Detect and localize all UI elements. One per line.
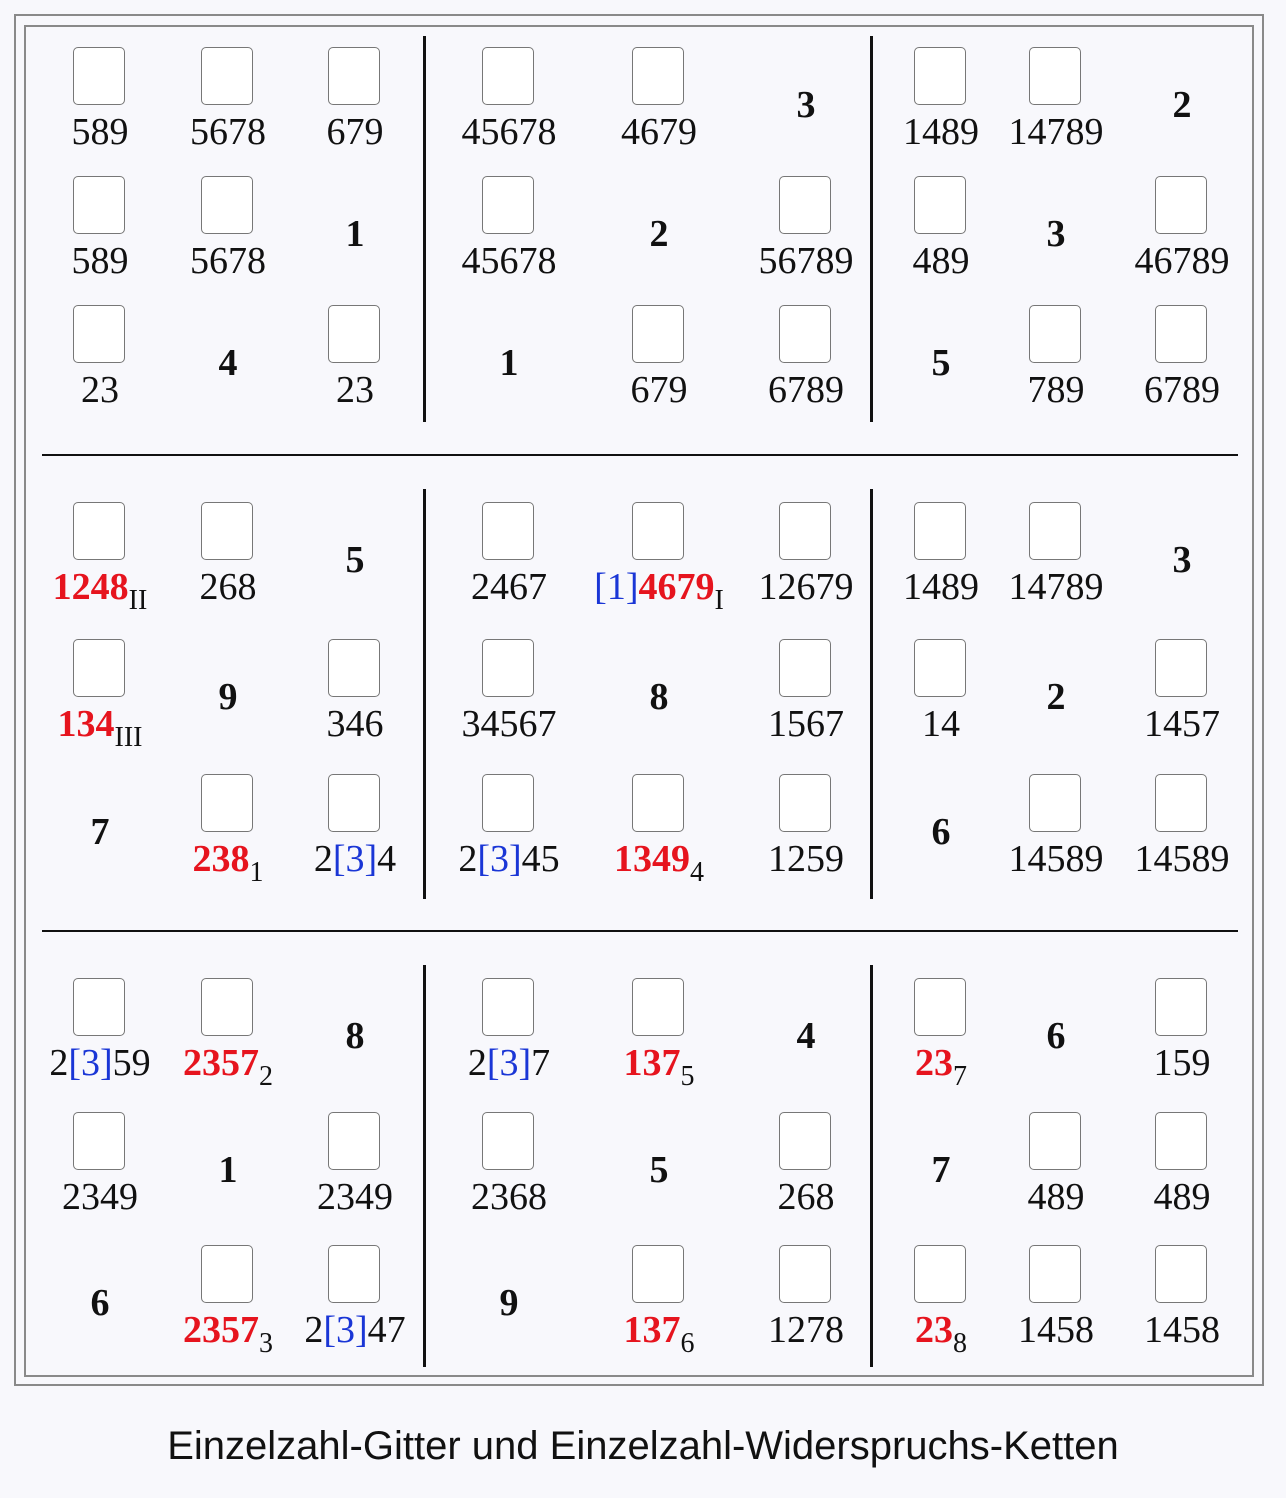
candidate-list (1154, 1178, 1211, 1216)
cell-checkbox[interactable] (328, 47, 380, 105)
chain-candidates: 137 (623, 1042, 681, 1084)
given-digit: 6 (931, 811, 951, 853)
given-digit: 8 (649, 676, 669, 718)
candidate-list (631, 371, 688, 409)
chain-candidates: 23 (915, 1309, 953, 1351)
candidate-list (1009, 113, 1104, 151)
candidate-list (458, 840, 559, 878)
eliminated-candidate: [3] (332, 838, 378, 880)
candidate-digits: 6789 (768, 369, 844, 411)
candidate-digits: 4679 (621, 111, 697, 153)
cell-checkbox[interactable] (73, 305, 125, 363)
given-digit: 4 (796, 1015, 816, 1057)
candidate-digits: 346 (326, 703, 384, 745)
candidate-list (1154, 1044, 1211, 1082)
candidate-list (462, 242, 557, 280)
cell-checkbox[interactable] (1155, 176, 1207, 234)
candidate-list (1009, 568, 1104, 606)
cell-checkbox[interactable] (482, 639, 534, 697)
given-digit: 7 (90, 811, 110, 853)
candidate-list (471, 568, 547, 606)
cell-checkbox[interactable] (73, 1112, 125, 1170)
cell-checkbox[interactable] (632, 47, 684, 105)
candidate-list (200, 568, 257, 606)
candidate-digits: 14789 (1008, 111, 1104, 153)
candidate-list (81, 371, 119, 409)
cell-checkbox[interactable] (1155, 978, 1207, 1036)
given-digit: 2 (649, 213, 669, 255)
cell-checkbox[interactable] (73, 639, 125, 697)
given-digit: 2 (1046, 676, 1066, 718)
chain-step-index: 1 (249, 857, 264, 888)
candidate-digits: 1489 (903, 566, 979, 608)
candidate-digits: 1259 (768, 838, 844, 880)
candidate-digits: 1567 (768, 703, 844, 745)
cell-checkbox[interactable] (73, 978, 125, 1036)
candidate-list (49, 1044, 150, 1082)
chain-step-index: 6 (680, 1328, 695, 1359)
cell-checkbox[interactable] (1029, 1112, 1081, 1170)
cell-checkbox[interactable] (1155, 774, 1207, 832)
candidate-list (1028, 371, 1085, 409)
cell-checkbox[interactable] (328, 1245, 380, 1303)
candidate-digits: 159 (1153, 1042, 1211, 1084)
cell-checkbox[interactable] (632, 1245, 684, 1303)
stack-separator (423, 36, 426, 422)
cell-checkbox[interactable] (1029, 47, 1081, 105)
cell-checkbox[interactable] (328, 1112, 380, 1170)
candidate-digits: 45 (521, 838, 560, 880)
eliminated-candidate: [1] (594, 566, 639, 608)
cell-checkbox[interactable] (779, 1245, 831, 1303)
eliminated-candidate: [3] (68, 1042, 113, 1084)
given-digit: 9 (218, 676, 238, 718)
candidate-list (1144, 1311, 1220, 1349)
candidate-list (759, 242, 854, 280)
chain-candidates: 2357 (183, 1309, 259, 1351)
stack-separator (870, 489, 873, 899)
stack-separator (423, 965, 426, 1367)
cell-checkbox[interactable] (1155, 1245, 1207, 1303)
candidate-digits: 268 (777, 1176, 835, 1218)
cell-checkbox[interactable] (632, 305, 684, 363)
candidate-digits: 789 (1027, 369, 1085, 411)
given-digit: 1 (499, 342, 519, 384)
candidate-digits: 268 (199, 566, 257, 608)
cell-checkbox[interactable] (201, 176, 253, 234)
cell-checkbox[interactable] (73, 176, 125, 234)
candidate-list (1018, 1311, 1094, 1349)
eliminated-candidate: [3] (323, 1309, 368, 1351)
candidate-list (1135, 840, 1230, 878)
cell-checkbox[interactable] (201, 502, 253, 560)
candidate-digits: 23 (336, 369, 374, 411)
chain-step-index: 5 (680, 1061, 695, 1092)
candidate-list (621, 113, 697, 151)
cell-checkbox[interactable] (201, 47, 253, 105)
cell-checkbox[interactable] (1029, 305, 1081, 363)
band-separator (42, 930, 1238, 932)
chain-step-index: 8 (953, 1328, 967, 1359)
candidate-digits: 7 (531, 1042, 551, 1084)
cell-checkbox[interactable] (779, 639, 831, 697)
candidate-list (62, 1178, 138, 1216)
candidate-list (915, 1042, 967, 1092)
chain-step-index: 7 (953, 1061, 967, 1092)
cell-checkbox[interactable] (482, 774, 534, 832)
candidate-list (759, 568, 854, 606)
given-digit: 6 (1046, 1015, 1066, 1057)
given-digit: 6 (90, 1282, 110, 1324)
candidate-list (192, 838, 264, 888)
candidate-list (915, 1309, 967, 1359)
cell-checkbox[interactable] (328, 305, 380, 363)
chain-step-index: 4 (690, 857, 704, 888)
stack-separator (870, 965, 873, 1367)
cell-checkbox[interactable] (1155, 305, 1207, 363)
candidate-digits: 14789 (1008, 566, 1104, 608)
candidate-list (768, 1311, 844, 1349)
candidate-list (778, 1178, 835, 1216)
candidate-list (471, 1178, 547, 1216)
eliminated-candidate: [3] (486, 1042, 532, 1084)
candidate-list (1028, 1178, 1085, 1216)
cell-checkbox[interactable] (328, 639, 380, 697)
candidate-list (314, 840, 396, 878)
cell-checkbox[interactable] (482, 1112, 534, 1170)
chain-step-index: III (114, 722, 143, 753)
candidate-digits: 45678 (461, 111, 557, 153)
candidate-digits: 1458 (1018, 1309, 1094, 1351)
cell-checkbox[interactable] (201, 978, 253, 1036)
candidate-digits: 2 (458, 838, 478, 880)
candidate-list (903, 568, 979, 606)
cell-checkbox[interactable] (914, 978, 966, 1036)
candidate-digits: 2 (467, 1042, 487, 1084)
cell-checkbox[interactable] (779, 1112, 831, 1170)
candidate-digits: 14 (922, 703, 960, 745)
candidate-list (1144, 371, 1220, 409)
candidate-digits: 489 (1153, 1176, 1211, 1218)
chain-candidates: 23 (915, 1042, 953, 1084)
candidate-digits: 589 (71, 111, 129, 153)
candidate-digits: 34567 (461, 703, 557, 745)
cell-checkbox[interactable] (482, 47, 534, 105)
candidate-digits: 2467 (471, 566, 547, 608)
cell-checkbox[interactable] (482, 978, 534, 1036)
chain-step-index: 3 (259, 1328, 273, 1359)
candidate-digits: 12679 (758, 566, 854, 608)
stack-separator (423, 489, 426, 899)
cell-checkbox[interactable] (201, 774, 253, 832)
given-digit: 8 (345, 1015, 365, 1057)
candidate-digits: 2368 (471, 1176, 547, 1218)
candidate-list (462, 113, 557, 151)
chain-candidates: 4679 (638, 566, 715, 608)
given-digit: 5 (649, 1149, 669, 1191)
candidate-digits: 1458 (1144, 1309, 1220, 1351)
candidate-digits: 14589 (1134, 838, 1230, 880)
candidate-list (183, 1042, 273, 1092)
candidate-list (1009, 840, 1104, 878)
candidate-list (468, 1044, 550, 1082)
candidate-list (1135, 242, 1230, 280)
candidate-digits: 2 (313, 838, 333, 880)
candidate-list (768, 371, 844, 409)
candidate-list (768, 705, 844, 743)
candidate-list (317, 1178, 393, 1216)
candidate-digits: 23 (81, 369, 119, 411)
candidate-list (304, 1311, 405, 1349)
eliminated-candidate: [3] (477, 838, 522, 880)
given-digit: 5 (931, 342, 951, 384)
cell-checkbox[interactable] (1029, 1245, 1081, 1303)
chain-step-index: I (714, 585, 724, 616)
candidate-digits: 5678 (190, 111, 266, 153)
chain-candidates: 134 (57, 703, 115, 745)
candidate-digits: 14589 (1008, 838, 1104, 880)
candidate-digits: 56789 (758, 240, 854, 282)
cell-checkbox[interactable] (328, 774, 380, 832)
cell-checkbox[interactable] (1155, 1112, 1207, 1170)
caption: Einzelzahl-Gitter und Einzelzahl-Widerspruchs-Ketten (167, 1424, 1119, 1468)
candidate-list (768, 840, 844, 878)
cell-checkbox[interactable] (779, 176, 831, 234)
candidate-digits: 1278 (768, 1309, 844, 1351)
cell-checkbox[interactable] (482, 176, 534, 234)
candidate-list (327, 113, 384, 151)
cell-checkbox[interactable] (914, 1245, 966, 1303)
cell-checkbox[interactable] (201, 1245, 253, 1303)
candidate-list (183, 1309, 273, 1359)
cell-checkbox[interactable] (914, 639, 966, 697)
candidate-list (614, 838, 704, 888)
cell-checkbox[interactable] (73, 47, 125, 105)
cell-checkbox[interactable] (632, 978, 684, 1036)
cell-checkbox[interactable] (914, 176, 966, 234)
cell-checkbox[interactable] (779, 502, 831, 560)
candidate-list (922, 705, 960, 743)
candidate-digits: 1489 (903, 111, 979, 153)
candidate-digits: 679 (630, 369, 688, 411)
candidate-digits: 589 (71, 240, 129, 282)
given-digit: 4 (218, 342, 238, 384)
cell-checkbox[interactable] (632, 502, 684, 560)
candidate-list (594, 566, 724, 616)
candidate-digits: 6789 (1144, 369, 1220, 411)
given-digit: 3 (1046, 213, 1066, 255)
chain-candidates: 137 (623, 1309, 681, 1351)
candidate-list (623, 1309, 695, 1359)
candidate-digits: 46789 (1134, 240, 1230, 282)
candidate-digits: 1457 (1144, 703, 1220, 745)
chain-candidates: 238 (192, 838, 250, 880)
given-digit: 2 (1172, 84, 1192, 126)
cell-checkbox[interactable] (914, 502, 966, 560)
cell-checkbox[interactable] (73, 502, 125, 560)
cell-checkbox[interactable] (779, 774, 831, 832)
candidate-list (52, 566, 148, 616)
chain-candidates: 1349 (614, 838, 690, 880)
candidate-list (72, 242, 129, 280)
candidate-list (190, 242, 266, 280)
candidate-digits: 2 (49, 1042, 69, 1084)
chain-candidates: 2357 (183, 1042, 259, 1084)
candidate-list (190, 113, 266, 151)
candidate-list (623, 1042, 695, 1092)
candidate-list (327, 705, 384, 743)
cell-checkbox[interactable] (1029, 774, 1081, 832)
chain-step-index: II (128, 585, 148, 616)
candidate-list (336, 371, 374, 409)
cell-checkbox[interactable] (779, 305, 831, 363)
given-digit: 3 (796, 84, 816, 126)
band-separator (42, 454, 1238, 456)
given-digit: 1 (345, 213, 365, 255)
cell-checkbox[interactable] (1155, 639, 1207, 697)
given-digit: 3 (1172, 539, 1192, 581)
cell-checkbox[interactable] (482, 502, 534, 560)
candidate-digits: 679 (326, 111, 384, 153)
given-digit: 5 (345, 539, 365, 581)
candidate-list (1144, 705, 1220, 743)
chain-step-index: 2 (259, 1061, 273, 1092)
candidate-list (72, 113, 129, 151)
given-digit: 1 (218, 1149, 238, 1191)
candidate-list (913, 242, 970, 280)
stack-separator (870, 36, 873, 422)
candidate-digits: 2 (304, 1309, 324, 1351)
candidate-digits: 59 (112, 1042, 151, 1084)
candidate-digits: 489 (1027, 1176, 1085, 1218)
candidate-digits: 45678 (461, 240, 557, 282)
given-digit: 7 (931, 1149, 951, 1191)
given-digit: 9 (499, 1282, 519, 1324)
candidate-digits: 2349 (62, 1176, 138, 1218)
cell-checkbox[interactable] (914, 47, 966, 105)
cell-checkbox[interactable] (632, 774, 684, 832)
chain-candidates: 1248 (52, 566, 129, 608)
candidate-digits: 5678 (190, 240, 266, 282)
candidate-list (462, 705, 557, 743)
candidate-digits: 2349 (317, 1176, 393, 1218)
candidate-digits: 4 (377, 838, 397, 880)
candidate-list (903, 113, 979, 151)
candidate-digits: 47 (367, 1309, 406, 1351)
cell-checkbox[interactable] (1029, 502, 1081, 560)
candidate-list (57, 703, 143, 753)
candidate-digits: 489 (912, 240, 970, 282)
